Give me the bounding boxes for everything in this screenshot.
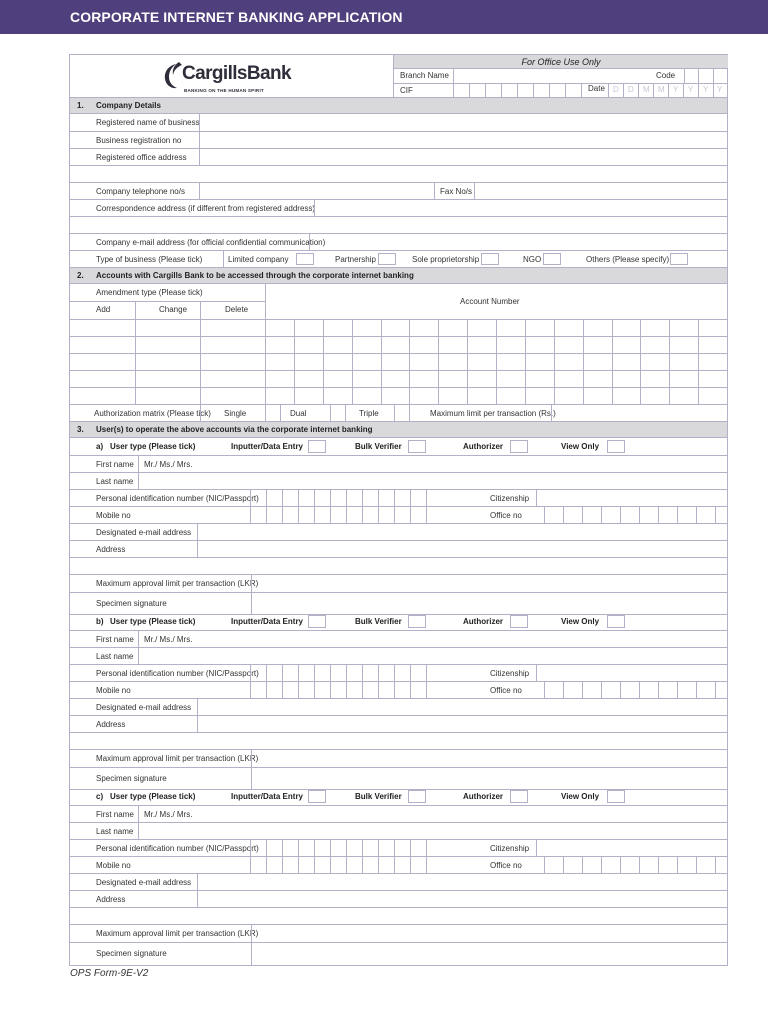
registration-no-row: Business registration no — [70, 132, 727, 149]
signature-field[interactable] — [252, 943, 727, 964]
section-2-header: 2. Accounts with Cargills Bank to be accessed through the corporate internet banking — [70, 268, 727, 284]
last-name-field[interactable] — [139, 473, 727, 489]
limited-company-checkbox[interactable] — [296, 253, 314, 265]
authorizer-checkbox[interactable] — [510, 790, 528, 803]
address-line-2[interactable] — [70, 733, 727, 750]
pin-row: Personal identification number (NIC/Passport) Citizenship — [70, 665, 727, 682]
date-m2[interactable]: M — [658, 85, 665, 94]
triple-checkbox[interactable] — [395, 405, 409, 421]
email-row: Company e-mail address (for official confidential communication) — [70, 234, 727, 251]
designated-email-field[interactable] — [198, 874, 727, 890]
designated-email-row: Designated e-mail address — [70, 874, 727, 891]
address-line-2[interactable] — [70, 558, 727, 575]
first-name-field[interactable]: Mr./ Ms./ Mrs. — [144, 635, 193, 644]
section-2-title: Accounts with Cargills Bank to be accessed through the corporate internet banking — [96, 271, 414, 280]
cif-label: CIF — [400, 86, 413, 95]
inputter-checkbox[interactable] — [308, 615, 326, 628]
user-type-row: b) User type (Please tick) Inputter/Data Entry Bulk Verifier Authorizer View Only — [70, 613, 727, 631]
registered-name-field[interactable] — [200, 114, 727, 131]
designated-email-field[interactable] — [198, 699, 727, 715]
account-row — [70, 371, 727, 388]
account-row — [70, 388, 727, 405]
first-name-field[interactable]: Mr./ Ms./ Mrs. — [144, 810, 193, 819]
address-field[interactable] — [198, 716, 727, 732]
registered-name-row: Registered name of business — [70, 114, 727, 132]
date-d1[interactable]: D — [613, 85, 619, 94]
section-3-title: User(s) to operate the above accounts via the corporate internet banking — [96, 425, 373, 434]
mobile-row: Mobile no Office no — [70, 857, 727, 874]
last-name-field[interactable] — [139, 823, 727, 839]
telephone-field[interactable] — [200, 183, 434, 199]
first-name-field[interactable]: Mr./ Ms./ Mrs. — [144, 460, 193, 469]
branch-name-label: Branch Name — [400, 71, 449, 80]
bank-logo — [162, 61, 292, 97]
last-name-row: Last name — [70, 823, 727, 840]
address-row: Address — [70, 716, 727, 733]
account-grid[interactable] — [70, 320, 727, 405]
approval-limit-row: Maximum approval limit per transaction (LKR) — [70, 575, 727, 593]
approval-limit-field[interactable] — [252, 575, 727, 592]
single-checkbox[interactable] — [266, 405, 280, 421]
dual-checkbox[interactable] — [331, 405, 345, 421]
view-only-checkbox[interactable] — [607, 790, 625, 803]
account-row — [70, 320, 727, 337]
authorization-matrix-row: Authorization matrix (Please tick) Single Dual Triple Maximum limit per transaction (Rs.) — [70, 405, 727, 422]
designated-email-row: Designated e-mail address — [70, 524, 727, 541]
mobile-row: Mobile no Office no — [70, 507, 727, 524]
application-form — [69, 54, 728, 966]
branch-row — [394, 69, 728, 84]
signature-row: Specimen signature — [70, 768, 727, 790]
citizenship-field[interactable] — [537, 840, 727, 856]
date-y4[interactable]: Y — [717, 85, 723, 94]
bulk-verifier-checkbox[interactable] — [408, 615, 426, 628]
last-name-row: Last name — [70, 648, 727, 665]
correspondence-field[interactable] — [315, 200, 727, 216]
approval-limit-row: Maximum approval limit per transaction (LKR) — [70, 750, 727, 768]
signature-row: Specimen signature — [70, 593, 727, 615]
first-name-row: First name Mr./ Ms./ Mrs. — [70, 631, 727, 648]
authorizer-checkbox[interactable] — [510, 615, 528, 628]
inputter-checkbox[interactable] — [308, 440, 326, 453]
bulk-verifier-checkbox[interactable] — [408, 440, 426, 453]
designated-email-field[interactable] — [198, 524, 727, 540]
section-1-title: Company Details — [96, 101, 161, 110]
approval-limit-field[interactable] — [252, 925, 727, 942]
amendment-header-row: Amendment type (Please tick) Add Change Delete Account Number — [70, 284, 727, 320]
bank-tagline: BANKING ON THE HUMAN SPIRIT — [184, 88, 264, 93]
signature-field[interactable] — [252, 593, 727, 614]
view-only-checkbox[interactable] — [607, 615, 625, 628]
approval-limit-row: Maximum approval limit per transaction (LKR) — [70, 925, 727, 943]
citizenship-field[interactable] — [537, 490, 727, 506]
section-3-header: 3. User(s) to operate the above accounts via the corporate internet banking — [70, 422, 727, 438]
correspondence-line-2[interactable] — [70, 217, 727, 234]
bulk-verifier-checkbox[interactable] — [408, 790, 426, 803]
address-field[interactable] — [198, 891, 727, 907]
business-type-row: Type of business (Please tick) Limited company Partnership Sole proprietorship NGO Others (Please specify) — [70, 251, 727, 268]
form-header — [70, 55, 727, 98]
approval-limit-field[interactable] — [252, 750, 727, 767]
date-label: Date — [588, 84, 605, 93]
telephone-row: Company telephone no/s Fax No/s — [70, 183, 727, 200]
date-m1[interactable]: M — [643, 85, 650, 94]
signature-row: Specimen signature — [70, 943, 727, 965]
title-banner — [0, 0, 768, 34]
inputter-checkbox[interactable] — [308, 790, 326, 803]
office-use-box — [393, 55, 727, 98]
view-only-checkbox[interactable] — [607, 440, 625, 453]
bank-name: CargillsBank — [182, 63, 291, 84]
date-y2[interactable]: Y — [688, 85, 694, 94]
first-name-row: First name Mr./ Ms./ Mrs. — [70, 456, 727, 473]
authorizer-checkbox[interactable] — [510, 440, 528, 453]
ngo-checkbox[interactable] — [543, 253, 561, 265]
citizenship-field[interactable] — [537, 665, 727, 681]
office-address-line-2[interactable] — [70, 166, 727, 183]
account-row — [70, 354, 727, 371]
code-label: Code — [656, 71, 676, 80]
sole-proprietorship-checkbox[interactable] — [481, 253, 499, 265]
date-y3[interactable]: Y — [703, 85, 709, 94]
form-id: OPS Form-9E-V2 — [70, 968, 149, 979]
user-type-row: c) User type (Please tick) Inputter/Data Entry Bulk Verifier Authorizer View Only — [70, 788, 727, 806]
registration-no-field[interactable] — [200, 132, 727, 148]
branch-name-field[interactable] — [454, 69, 650, 83]
address-row: Address — [70, 891, 727, 908]
correspondence-row: Correspondence address (if different from registered address) — [70, 200, 727, 217]
address-field[interactable] — [198, 541, 727, 557]
others-checkbox[interactable] — [670, 253, 688, 265]
office-address-row: Registered office address — [70, 149, 727, 166]
user-type-row: a) User type (Please tick) Inputter/Data Entry Bulk Verifier Authorizer View Only — [70, 438, 727, 456]
email-field[interactable] — [310, 234, 727, 250]
last-name-field[interactable] — [139, 648, 727, 664]
account-row — [70, 337, 727, 354]
max-limit-field[interactable] — [552, 405, 727, 421]
section-1-header: 1. Company Details — [70, 98, 727, 114]
first-name-row: First name Mr./ Ms./ Mrs. — [70, 806, 727, 823]
date-y1[interactable]: Y — [673, 85, 679, 94]
partnership-checkbox[interactable] — [378, 253, 396, 265]
pin-row: Personal identification number (NIC/Passport) Citizenship — [70, 490, 727, 507]
address-line-2[interactable] — [70, 908, 727, 925]
office-use-header: For Office Use Only — [394, 55, 728, 69]
form-title: CORPORATE INTERNET BANKING APPLICATION — [70, 9, 403, 25]
fax-field[interactable] — [475, 183, 727, 199]
date-d2[interactable]: D — [628, 85, 634, 94]
cif-row — [394, 84, 728, 98]
address-row: Address — [70, 541, 727, 558]
last-name-row: Last name — [70, 473, 727, 490]
account-number-header: Account Number — [460, 297, 520, 306]
pin-row: Personal identification number (NIC/Passport) Citizenship — [70, 840, 727, 857]
designated-email-row: Designated e-mail address — [70, 699, 727, 716]
signature-field[interactable] — [252, 768, 727, 789]
mobile-row: Mobile no Office no — [70, 682, 727, 699]
office-address-field[interactable] — [200, 149, 727, 165]
